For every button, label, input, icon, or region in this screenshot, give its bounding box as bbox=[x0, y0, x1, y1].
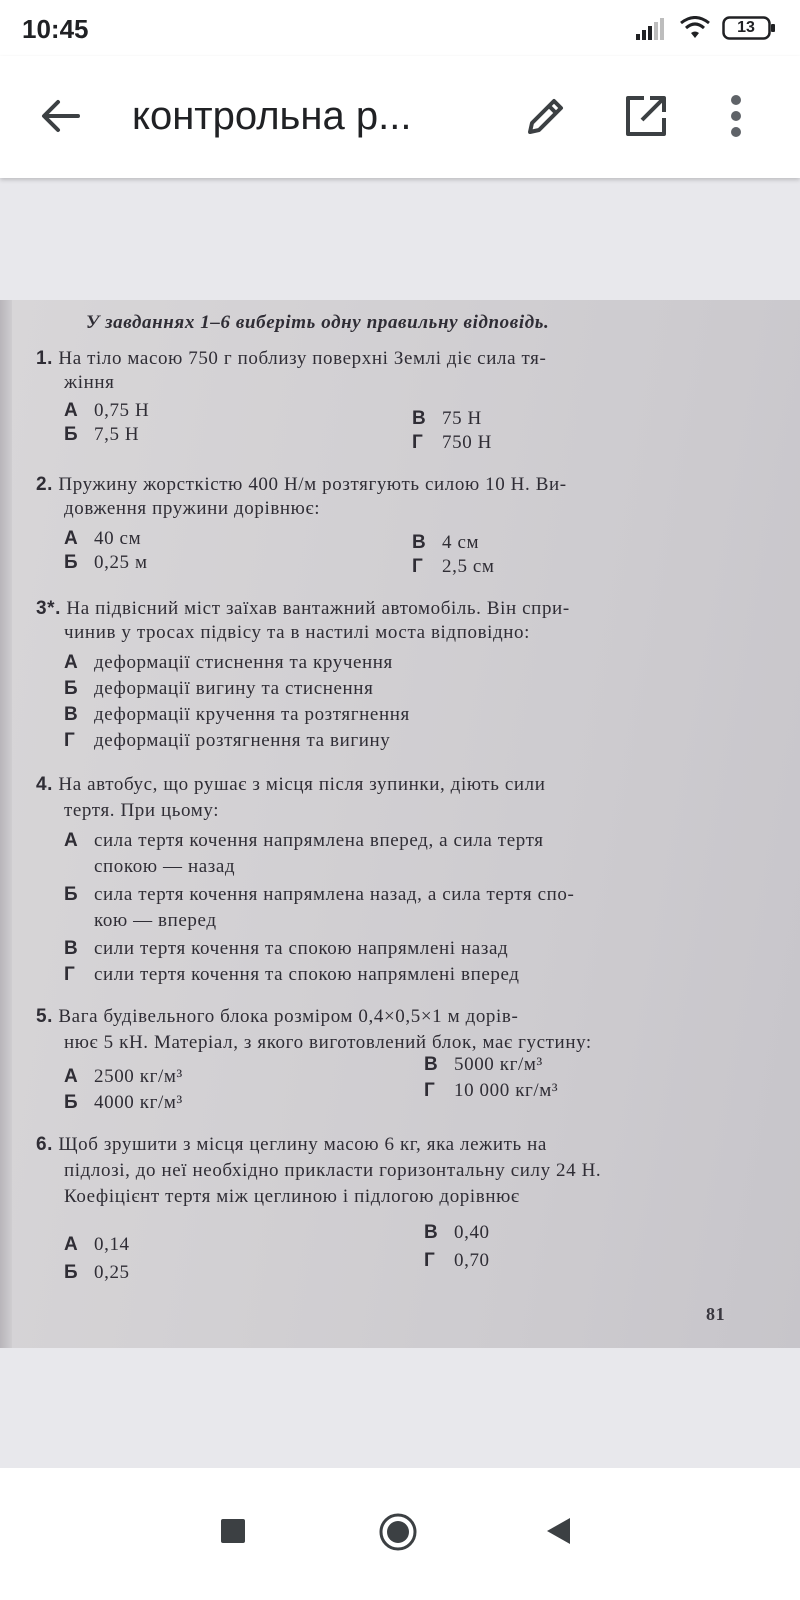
battery-level: 13 bbox=[737, 19, 755, 36]
q4-option-b: Б сила тертя кочення напрямлена назад, а сила тертя спо- bbox=[64, 884, 575, 905]
q4-option-a-cont: спокою — назад bbox=[94, 856, 236, 877]
question-5-line-1: 5. Вага будівельного блока розміром 0,4×0,5×1 м дорів- bbox=[36, 1006, 519, 1027]
q4-option-v: В сили тертя кочення та спокою напрямлені назад bbox=[64, 938, 509, 959]
question-4-line-2: тертя. При цьому: bbox=[64, 800, 220, 821]
question-1-line-2: жіння bbox=[64, 372, 115, 393]
question-6-line-1: 6. Щоб зрушити з місця цеглину масою 6 кг, яка лежить на bbox=[36, 1134, 547, 1155]
page-edge bbox=[0, 300, 12, 1348]
q5-option-b: Б 4000 кг/м³ bbox=[64, 1092, 183, 1113]
q3-option-b: Б деформації вигину та стиснення bbox=[64, 678, 374, 699]
status-time: 10:45 bbox=[22, 14, 89, 44]
q1-option-a: А 0,75 Н bbox=[64, 400, 150, 421]
q3-option-v: В деформації кручення та розтягнення bbox=[64, 704, 410, 725]
q6-option-a: А 0,14 bbox=[64, 1234, 130, 1255]
question-2-line-1: 2. Пружину жорсткістю 400 Н/м розтягують силою 10 Н. Ви- bbox=[36, 474, 567, 495]
q1-option-v: В 75 Н bbox=[412, 408, 482, 429]
system-nav-bar bbox=[0, 1468, 800, 1600]
question-4-line-1: 4. На автобус, що рушає з місця після зупинки, діють сили bbox=[36, 774, 546, 795]
question-2-line-2: довження пружини дорівнює: bbox=[64, 498, 321, 519]
open-in-new-icon[interactable] bbox=[620, 90, 672, 142]
q3-option-g: Г деформації розтягнення та вигину bbox=[64, 730, 391, 751]
pencil-icon[interactable] bbox=[520, 90, 572, 142]
q1-option-b: Б 7,5 Н bbox=[64, 424, 140, 445]
app-toolbar bbox=[0, 56, 800, 178]
q2-option-b: Б 0,25 м bbox=[64, 552, 148, 573]
instruction-text: У завданнях 1–6 виберіть одну правильну відповідь. bbox=[86, 312, 550, 333]
wifi-icon bbox=[680, 16, 710, 40]
q2-option-a: А 40 см bbox=[64, 528, 142, 549]
q4-option-b-cont: кою — вперед bbox=[94, 910, 217, 931]
more-vert-icon[interactable] bbox=[716, 90, 756, 142]
q3-option-a: А деформації стиснення та кручення bbox=[64, 652, 393, 673]
q4-option-g: Г сили тертя кочення та спокою напрямлені вперед bbox=[64, 964, 520, 985]
circle-icon[interactable] bbox=[378, 1512, 418, 1552]
q6-option-v: В 0,40 bbox=[424, 1222, 490, 1243]
question-1-line-1: 1. На тіло масою 750 г поблизу поверхні Землі діє сила тя- bbox=[36, 348, 547, 369]
q5-option-g: Г 10 000 кг/м³ bbox=[424, 1080, 559, 1101]
document-title: контрольна р... bbox=[132, 94, 412, 138]
signal-icon bbox=[636, 18, 666, 40]
square-icon[interactable] bbox=[220, 1518, 246, 1544]
q5-option-v: В 5000 кг/м³ bbox=[424, 1054, 543, 1075]
question-5-line-2: нює 5 кН. Матеріал, з якого виготовлений блок, має густину: bbox=[64, 1032, 592, 1053]
q4-option-a: А сила тертя кочення напрямлена вперед, а сила тертя bbox=[64, 830, 544, 851]
document-viewer[interactable] bbox=[0, 178, 800, 1468]
q2-option-g: Г 2,5 см bbox=[412, 556, 495, 577]
page-number: 81 bbox=[706, 1304, 726, 1324]
q2-option-v: В 4 см bbox=[412, 532, 480, 553]
question-3-line-1: 3*. На підвісний міст заїхав вантажний автомобіль. Він спри- bbox=[36, 598, 570, 619]
q1-option-g: Г 750 Н bbox=[412, 432, 492, 453]
question-6-line-2: підлозі, до неї необхідно прикласти горизонтальну силу 24 Н. bbox=[64, 1160, 602, 1181]
page-image bbox=[0, 300, 800, 1348]
status-bar bbox=[0, 0, 800, 56]
question-6-line-3: Коефіцієнт тертя між цеглиною і підлогою дорівнює bbox=[64, 1186, 520, 1207]
q6-option-g: Г 0,70 bbox=[424, 1250, 490, 1271]
question-3-line-2: чинив у тросах підвісу та в настилі моста відповідно: bbox=[64, 622, 531, 643]
q6-option-b: Б 0,25 bbox=[64, 1262, 130, 1283]
back-arrow-icon[interactable] bbox=[34, 90, 86, 142]
triangle-back-icon[interactable] bbox=[544, 1516, 572, 1546]
q5-option-a: А 2500 кг/м³ bbox=[64, 1066, 183, 1087]
